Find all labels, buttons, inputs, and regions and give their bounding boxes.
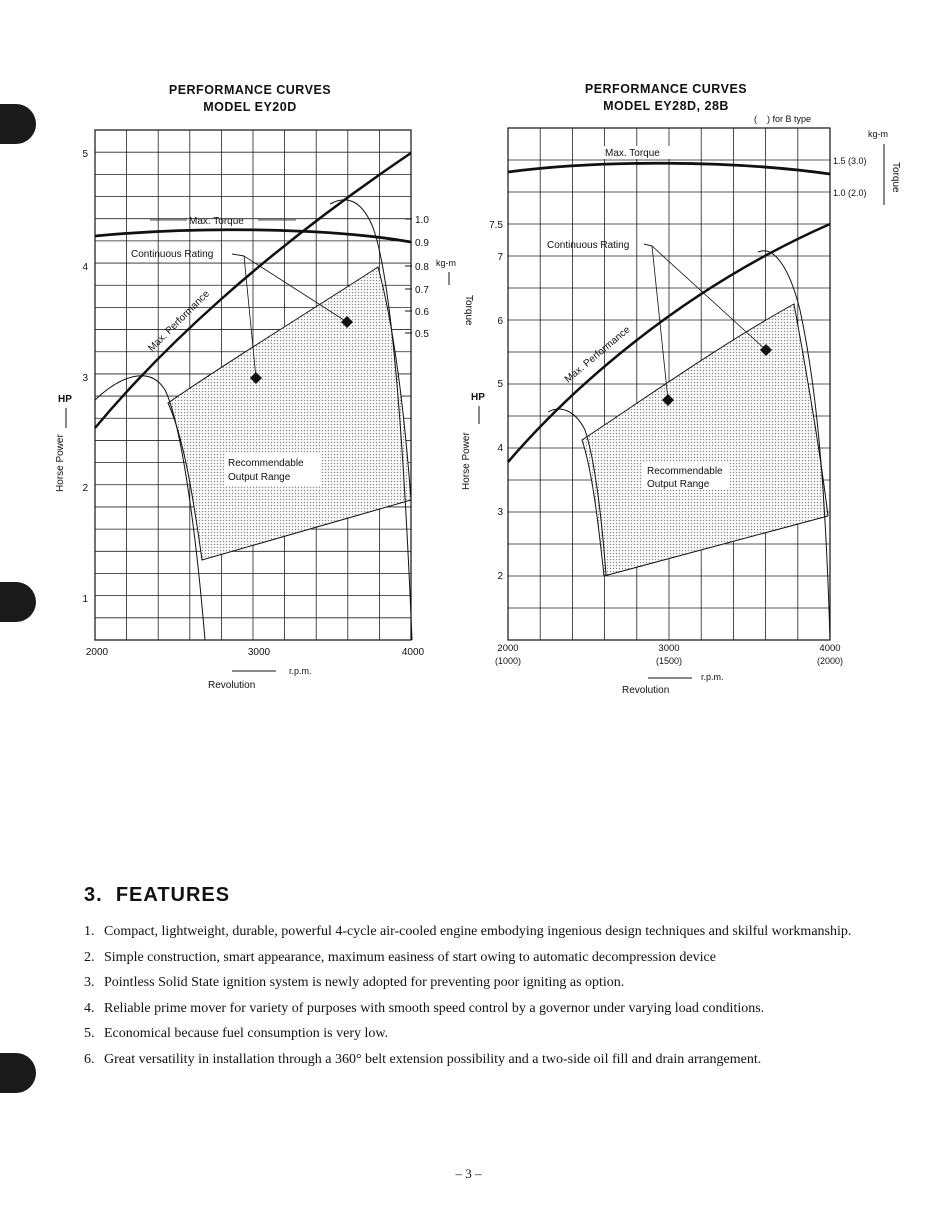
feature-num: 6. [84,1051,95,1067]
left-hp-label: Horse Power [55,434,66,492]
right-y-tick-label: 3 [497,507,503,518]
right-x-tick-label: 2000 [497,643,519,654]
feature-text: Simple construction, smart appearance, maximum easiness of start owing to automatic decompression device [104,949,716,965]
left-y-tick-label: 5 [82,149,88,160]
features-list [84,919,884,1072]
feature-text: Reliable prime mover for variety of purposes with smooth speed control by a governor under varying load conditions. [104,1000,765,1016]
feature-num: 3. [84,975,95,990]
right-torque-tick-label: 1.5 (3.0) [833,156,867,166]
right-chart-title-line2: MODEL EY28D, 28B [603,99,729,113]
right-label-max-torque: Max. Torque [605,148,660,159]
right-label-recommendable: Recommendable [647,466,723,477]
b-type-note: ( ) for B type [754,114,812,124]
right-label-continuous-rating: Continuous Rating [547,240,630,251]
feature-num: 5. [84,1026,95,1041]
left-x-tick-label: 2000 [85,647,109,658]
page-number: – 3 – [455,1166,482,1181]
feature-text: Pointless Solid State ignition system is newly adopted for preventing poor igniting as option. [104,975,625,990]
right-torque-tick-label: 1.0 (2.0) [833,188,867,198]
right-x-tick-label-b: (1500) [655,656,683,666]
feature-num: 1. [84,924,95,939]
left-torque-tick-label: 0.5 [415,329,429,340]
right-revolution-label: Revolution [622,685,670,696]
left-x-tick-label: 4000 [401,647,425,658]
right-x-tick-label: 4000 [819,643,841,654]
right-chart-title-line1: PERFORMANCE CURVES [584,82,748,96]
left-torque-tick-label: 1.0 [415,215,429,226]
right-kgm-unit: kg-m [868,129,888,139]
left-label-continuous-rating: Continuous Rating [131,249,214,260]
left-rpm-unit: r.p.m. [289,666,312,676]
right-continuous-leader-1 [644,244,668,400]
right-y-tick-label: 7 [497,252,503,263]
feature-item [84,945,884,971]
right-recommendable-range [582,304,828,576]
features-heading [84,884,884,907]
feature-item [84,1047,884,1073]
left-label-max-performance: Max. Performance [146,288,212,355]
right-x-tick-label: 3000 [658,643,680,654]
right-rpm-unit: r.p.m. [701,672,724,682]
left-y-tick-label: 2 [82,483,88,494]
left-hp-abbr: HP [58,394,72,405]
feature-item [84,970,884,996]
left-y-tick-label: 3 [82,373,88,384]
feature-text: Great versatility in installation through a 360° belt extension possibility and a two-side oil fill and drain arrangement. [104,1051,762,1067]
left-kgm-unit: kg-m [436,258,456,268]
right-label-max-performance: Max. Performance [562,324,633,386]
left-label-output-range: Output Range [228,472,291,483]
left-y-tick-label: 1 [82,594,88,605]
left-label-max-torque: Max. Torque [189,216,244,227]
left-label-recommendable: Recommendable [228,458,304,469]
features-heading-num: 3. [84,884,103,906]
right-y-tick-label: 7.5 [489,220,503,231]
right-label-output-range: Output Range [647,479,710,490]
feature-item [84,996,884,1022]
left-chart-title-line1: PERFORMANCE CURVES [168,83,332,97]
right-y-tick-label: 4 [497,443,503,454]
left-torque-tick-label: 0.8 [415,262,429,273]
left-torque-tick-label: 0.7 [415,285,429,296]
features-heading-text: FEATURES [115,884,231,906]
right-hp-abbr: HP [471,392,485,403]
right-y-tick-label: 5 [497,379,503,390]
feature-num: 2. [84,949,95,965]
right-x-tick-label-b: (2000) [816,656,844,666]
right-y-tick-label: 2 [497,571,503,582]
right-x-tick-label-b: (1000) [494,656,522,666]
right-hp-label: Horse Power [461,432,472,490]
feature-item [84,919,884,945]
feature-text: Compact, lightweight, durable, powerful 4-cycle air-cooled engine embodying ingenious design techniques and skilful workmanship. [104,924,852,939]
left-torque-tick-label: 0.6 [415,307,429,318]
feature-num: 4. [84,1000,95,1016]
right-y-tick-label: 6 [497,316,503,327]
right-torque-label: Torque [890,162,901,193]
left-torque-tick-label: 0.9 [415,238,429,249]
left-revolution-label: Revolution [208,680,256,691]
feature-item [84,1021,884,1047]
punch-hole [0,1053,36,1093]
left-y-tick-label: 4 [82,262,88,273]
left-chart-title-line2: MODEL EY20D [203,100,297,114]
left-torque-label: Torque [463,295,474,326]
feature-text: Economical because fuel consumption is very low. [104,1026,389,1041]
features-section [84,884,884,1072]
left-x-tick-label: 3000 [247,647,271,658]
